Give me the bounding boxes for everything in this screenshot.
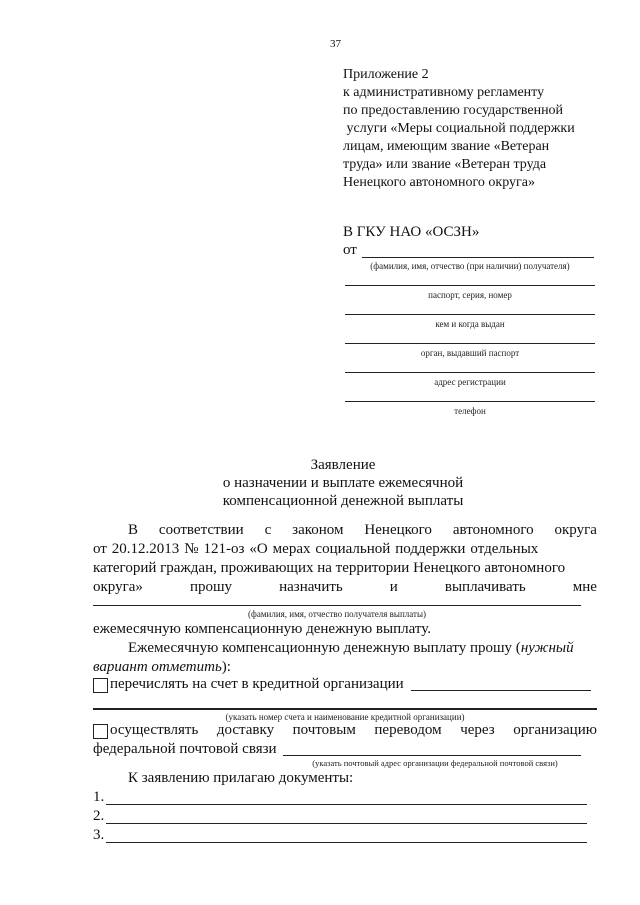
word: выплачивать <box>444 579 526 595</box>
appendix-line: труда» или звание «Ветеран труда <box>343 157 547 172</box>
word: прошу <box>189 579 233 595</box>
appendix-line: Приложение 2 <box>343 67 429 82</box>
word: организацию <box>513 722 597 738</box>
postal-address-field[interactable] <box>283 755 581 756</box>
issued-caption: кем и когда выдан <box>435 319 505 329</box>
account-number-field[interactable] <box>93 708 597 710</box>
bank-account-checkbox[interactable] <box>93 678 108 693</box>
word: мне <box>572 579 597 595</box>
document-number: 1. <box>93 789 105 805</box>
address-caption: адрес регистрации <box>434 377 506 387</box>
document-number: 3. <box>93 827 105 843</box>
appendix-line: Ненецкого автономного округа» <box>343 175 535 190</box>
phone-field[interactable] <box>345 401 595 402</box>
paragraph-line: категорий граждан, проживающих на территории Ненецкого автономного <box>93 560 566 576</box>
word: переводом <box>374 722 442 738</box>
word: осуществлять <box>110 722 199 738</box>
passport-field[interactable] <box>345 285 595 286</box>
passport-caption: паспорт, серия, номер <box>428 290 512 300</box>
text: Ежемесячную компенсационную денежную выплату прошу ( <box>128 640 521 656</box>
word: автономного <box>452 522 534 538</box>
address-field[interactable] <box>345 372 595 373</box>
paragraph-line <box>128 640 574 657</box>
postal-option-label: федеральной почтовой связи <box>93 741 277 757</box>
paragraph-line: ежемесячную компенсационную денежную выплату. <box>93 621 431 637</box>
word: В <box>128 522 139 538</box>
word: почтовым <box>292 722 356 738</box>
paragraph-line <box>128 522 597 539</box>
attachments-heading: К заявлению прилагаю документы: <box>128 770 354 786</box>
paragraph-line <box>93 659 231 676</box>
text: нужный <box>520 640 574 656</box>
word: назначить <box>279 579 343 595</box>
word: Ненецкого <box>364 522 432 538</box>
document-number: 2. <box>93 808 105 824</box>
text: ): <box>221 659 231 675</box>
word: соответствии <box>158 522 244 538</box>
paragraph-line <box>110 722 597 739</box>
bank-account-option-label: перечислять на счет в кредитной организации <box>110 676 404 692</box>
postal-caption: (указать почтовый адрес организации федеральной почтовой связи) <box>312 758 558 768</box>
word: через <box>460 722 495 738</box>
issued-field[interactable] <box>345 314 595 315</box>
paragraph-line <box>93 579 597 596</box>
document-field-1[interactable] <box>106 804 587 805</box>
appendix-line: по предоставлению государственной <box>343 103 564 118</box>
appendix-line: услуги «Меры социальной поддержки <box>343 121 575 136</box>
fio-caption: (фамилия, имя, отчество (при наличии) получателя) <box>370 261 570 271</box>
payee-field[interactable] <box>93 605 581 606</box>
account-caption: (указать номер счета и наименование кредитной организации) <box>225 712 465 722</box>
bank-name-field[interactable] <box>411 690 591 691</box>
authority-caption: орган, выдавший паспорт <box>420 348 520 358</box>
word: и <box>389 579 398 595</box>
authority-field[interactable] <box>345 343 595 344</box>
appendix-line: к административному регламенту <box>343 85 545 100</box>
document-title: Заявление <box>310 457 376 473</box>
word: с <box>264 522 272 538</box>
word: округа <box>554 522 597 538</box>
document-field-3[interactable] <box>106 842 587 843</box>
payee-caption: (фамилия, имя, отчество получателя выплаты) <box>248 609 426 619</box>
document-subtitle: компенсационной денежной выплаты <box>222 493 464 509</box>
text: вариант отметить <box>93 659 222 675</box>
word: законом <box>292 522 344 538</box>
word: доставку <box>216 722 275 738</box>
paragraph-line: от 20.12.2013 № 121-оз «О мерах социальной поддержки отдельных <box>93 541 539 557</box>
document-field-2[interactable] <box>106 823 587 824</box>
recipient-from-label: от <box>343 242 357 258</box>
recipient-to: В ГКУ НАО «ОСЗН» <box>343 224 480 240</box>
word: округа» <box>93 579 143 595</box>
phone-caption: телефон <box>454 406 486 416</box>
document-subtitle: о назначении и выплате ежемесячной <box>222 475 464 491</box>
appendix-line: лицам, имеющим звание «Ветеран <box>343 139 550 154</box>
postal-delivery-checkbox[interactable] <box>93 724 108 739</box>
page-number: 37 <box>330 38 341 50</box>
fio-field[interactable] <box>362 257 594 258</box>
